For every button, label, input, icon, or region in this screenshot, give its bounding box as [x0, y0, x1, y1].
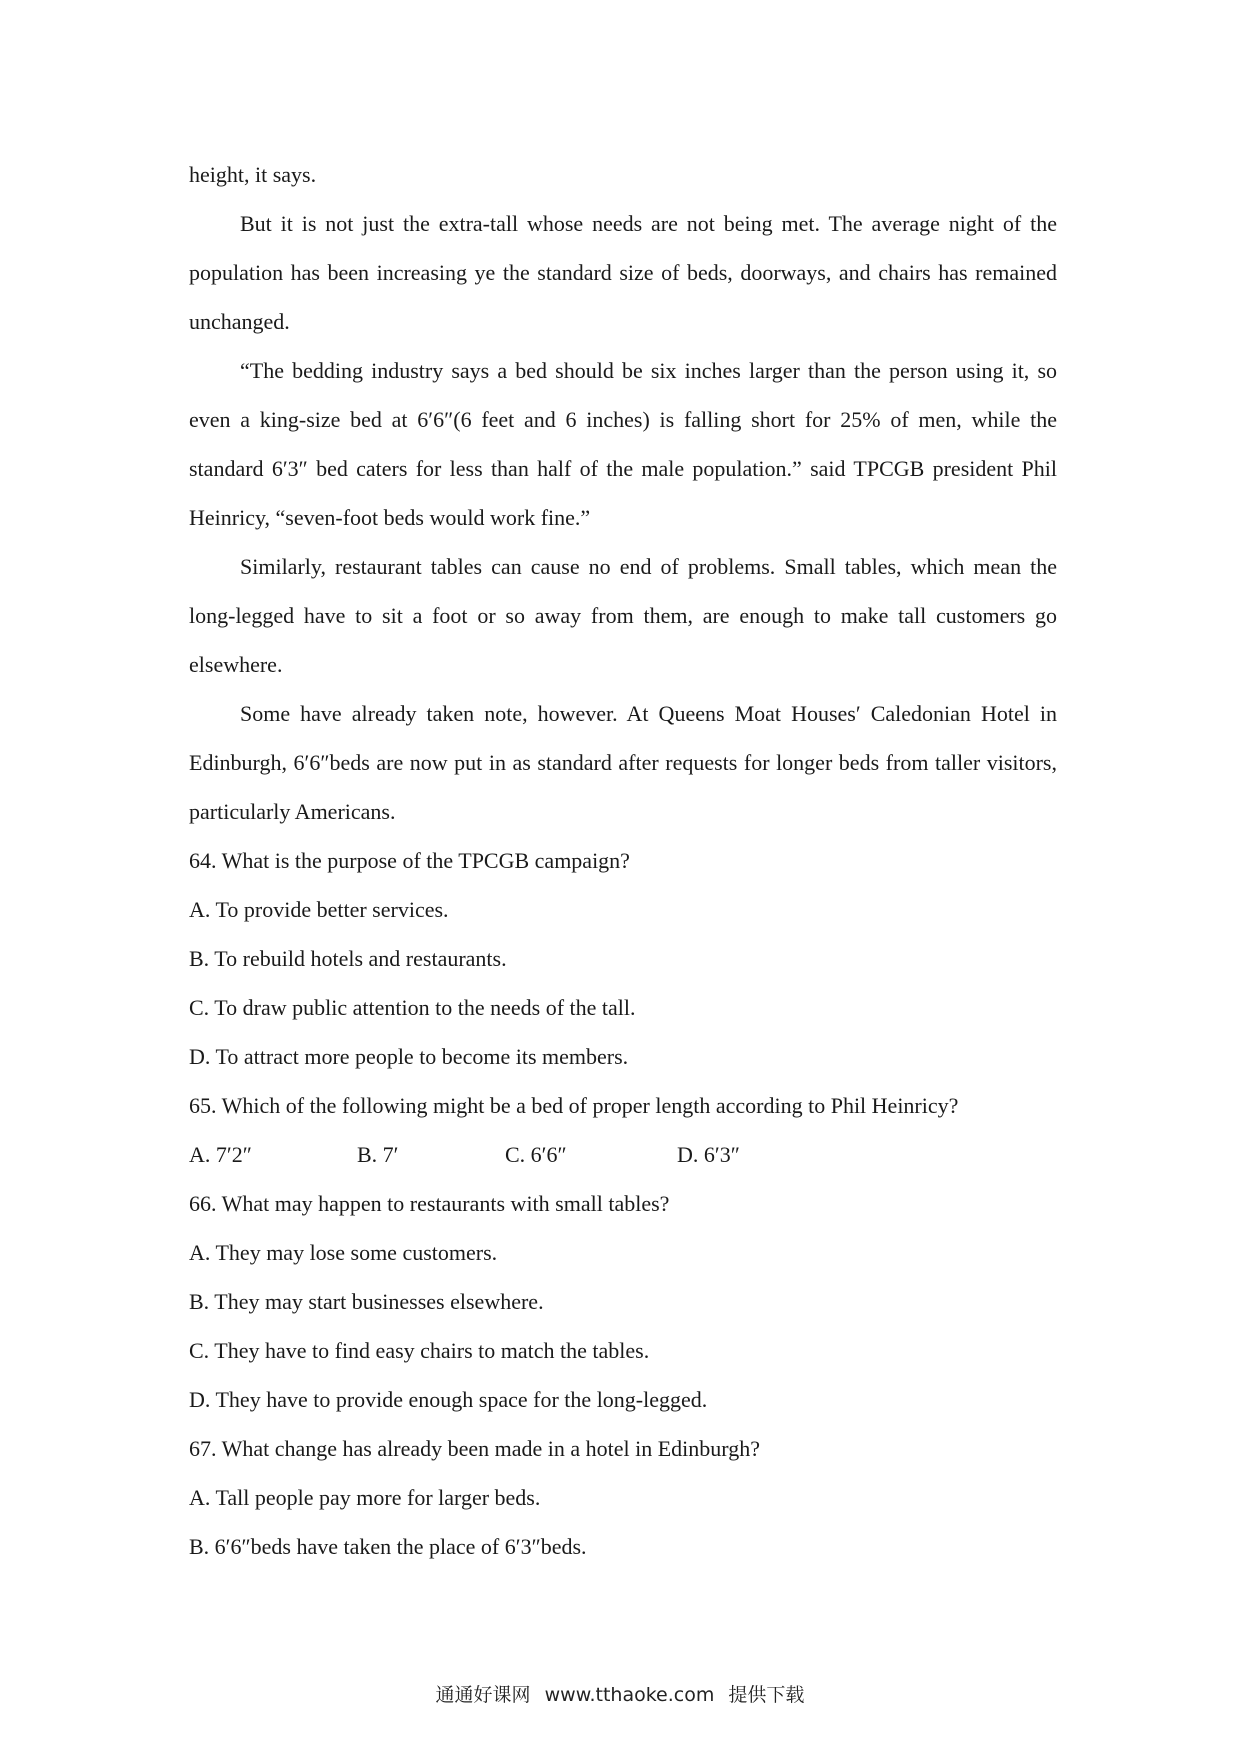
footer-suffix: 提供下载 — [728, 1684, 805, 1706]
question-67-option-b: B. 6′6″beds have taken the place of 6′3″beds. — [189, 1534, 587, 1559]
question-64-option-c: C. To draw public attention to the needs of the tall. — [189, 995, 636, 1020]
question-64-stem: 64. What is the purpose of the TPCGB campaign? — [189, 848, 630, 873]
question-66-option-c: C. They have to find easy chairs to match the tables. — [189, 1338, 650, 1363]
passage-paragraph: Some have already taken note, however. At Queens Moat Houses′ Caledonian Hotel in Edinburgh, 6′6″beds are now put in as standard after requests for longer beds from taller visitors, particularly Americans. — [189, 701, 1057, 824]
question-67-option-a: A. Tall people pay more for larger beds. — [189, 1485, 541, 1510]
question-66-option-b: B. They may start businesses elsewhere. — [189, 1289, 544, 1314]
page-content — [189, 150, 1057, 1571]
question-65-option-b: B. 7′ — [357, 1142, 399, 1167]
question-65-option-d: D. 6′3″ — [677, 1142, 740, 1167]
question-65-option-c: C. 6′6″ — [505, 1142, 567, 1167]
page-footer — [0, 1680, 1240, 1707]
question-64-option-d: D. To attract more people to become its members. — [189, 1044, 629, 1069]
passage-paragraph: “The bedding industry says a bed should be six inches larger than the person using it, so even a king-size bed at 6′6″(6 feet and 6 inches) is falling short for 25% of men, while the standard 6′3″ bed caters for less than half of the male population.” said TPCGB president Phil Heinricy, “seven-foot beds would work fine.” — [189, 358, 1057, 530]
question-64-option-a: A. To provide better services. — [189, 897, 449, 922]
question-64-option-b: B. To rebuild hotels and restaurants. — [189, 946, 507, 971]
passage-paragraph: Similarly, restaurant tables can cause no end of problems. Small tables, which mean the long-legged have to sit a foot or so away from them, are enough to make tall customers go elsewhere. — [189, 554, 1057, 677]
passage-paragraph: But it is not just the extra-tall whose needs are not being met. The average night of the population has been increasing ye the standard size of beds, doorways, and chairs has remained unchanged. — [189, 211, 1057, 334]
question-67-stem: 67. What change has already been made in a hotel in Edinburgh? — [189, 1436, 760, 1461]
question-66-option-d: D. They have to provide enough space for the long-legged. — [189, 1387, 708, 1412]
question-66-stem: 66. What may happen to restaurants with small tables? — [189, 1191, 670, 1216]
question-65-options — [189, 1130, 1057, 1179]
question-66-option-a: A. They may lose some customers. — [189, 1240, 498, 1265]
question-65-option-a: A. 7′2″ — [189, 1142, 252, 1167]
footer-site-name: 通通好课网 — [435, 1684, 531, 1706]
footer-url-link[interactable]: www.tthaoke.com — [544, 1684, 715, 1706]
question-65-stem: 65. Which of the following might be a bed of proper length according to Phil Heinricy? — [189, 1093, 959, 1118]
passage-paragraph: height, it says. — [189, 162, 317, 187]
